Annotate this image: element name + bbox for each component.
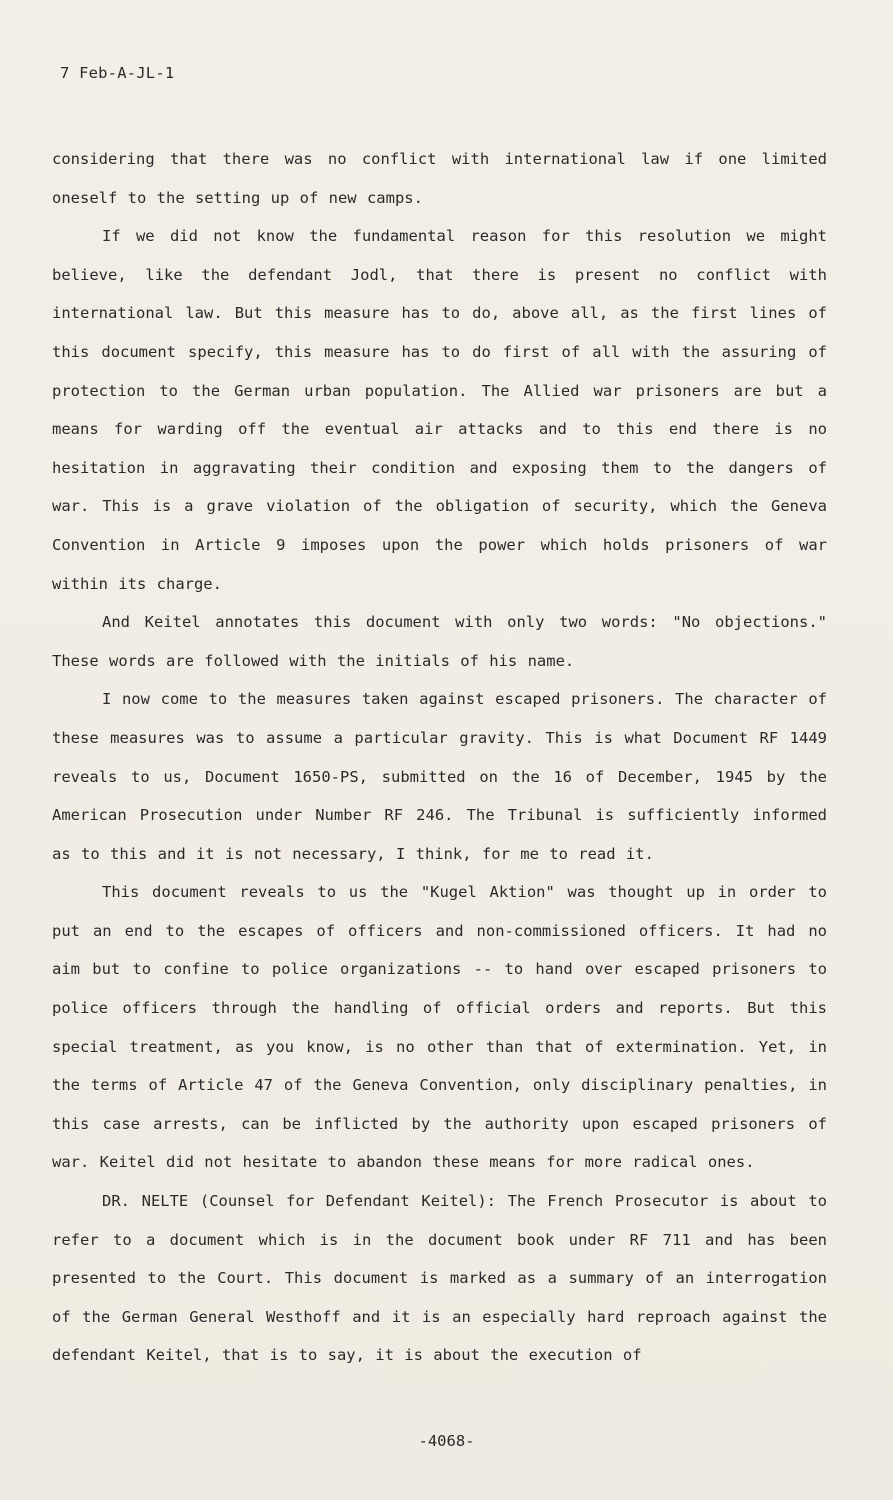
paragraph-testimony: DR. NELTE (Counsel for Defendant Keitel): The French Prosecutor is about to refer to a document which is in the document book under RF 711 and has been presented to the Court. This document is marked as a summary of an interrogation of the German General Westhoff and it is an especially hard reproach against the defendant Keitel, that is to say, it is about the execution of — [52, 1192, 827, 1365]
paragraph: I now come to the measures taken against escaped prisoners. The character of these measures was to assume a particular gravity. This is what Document RF 1449 reveals to us, Document 1650-PS, submitted on the 16 of December, 1945 by the American Prosecution under Number RF 246. The Tribunal is sufficiently informed as to this and it is not necessary, I think, for me to read it. — [52, 690, 827, 863]
paragraph-continuation: considering that there was no conflict with international law if one limited oneself to the setting up of new camps. — [52, 150, 827, 207]
page-number: -4068- — [418, 1432, 475, 1450]
paragraph: And Keitel annotates this document with only two words: "No objections." These words are followed with the initials of his name. — [52, 613, 827, 670]
paragraph: If we did not know the fundamental reason for this resolution we might believe, like the defendant Jodl, that there is present no conflict with international law. But this measure has to do, above all, as the first lines of this document specify, this measure has to do first of all with the assuring of protection to the German urban population. The Allied war prisoners are but a means for warding off the eventual air attacks and to this end there is no hesitation in aggravating their condition and exposing them to the dangers of war. This is a grave violation of the obligation of security, which the Geneva Convention in Article 9 imposes upon the power which holds prisoners of war within its charge. — [52, 227, 827, 593]
paragraph: This document reveals to us the "Kugel Aktion" was thought up in order to put an end to the escapes of officers and non-commissioned officers. It had no aim but to confine to police organizations -- to hand over escaped prisoners to police officers through the handling of official orders and reports. But this special treatment, as you know, is no other than that of extermination. Yet, in the terms of Article 47 of the Geneva Convention, only disciplinary penalties, in this case arrests, can be inflicted by the authority upon escaped prisoners of war. Keitel did not hesitate to abandon these means for more radical ones. — [52, 883, 827, 1172]
document-body — [52, 140, 827, 1375]
document-reference: 7 Feb-A-JL-1 — [60, 64, 175, 82]
